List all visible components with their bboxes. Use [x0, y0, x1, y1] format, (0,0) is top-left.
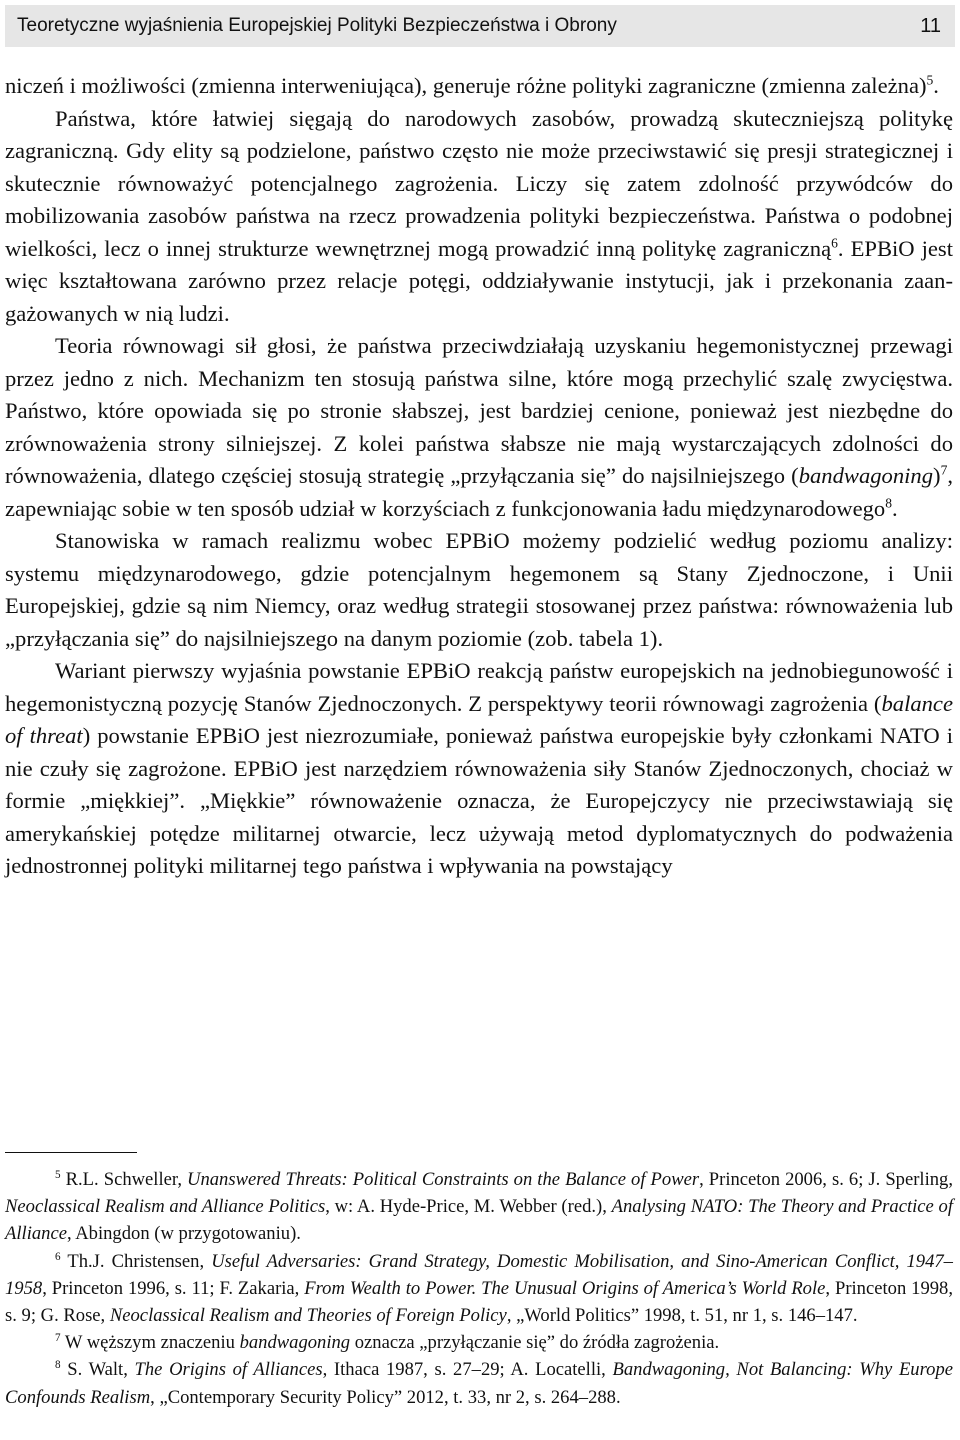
italic-term: balance of threat: [5, 690, 953, 748]
text-run: S. Walt,: [60, 1359, 135, 1381]
text-run: .: [933, 73, 939, 98]
paragraph-1: [5, 70, 953, 103]
paragraph-5: [5, 655, 953, 883]
paragraph-4: Stanowiska w ramach realizmu wobec EPBiO możemy podzielić według poziomu analizy: systemu międzynarodowego, gdzie potencjalnym hegemonem są Stany Zjednoczone, i Unii Europejskiej, gdzie są nim Niemcy, oraz według strategii stosowanej przez państwa: równoważenia lub „przyłączania się” do najsilniejszego na danym poziomie (zob. tabela 1).: [5, 528, 953, 651]
italic-term: bandwagoning: [798, 463, 934, 488]
text-run: Th.J. Christensen,: [60, 1250, 212, 1272]
footnote-separator: [5, 1152, 137, 1153]
text-run: , zapewniając sobie w ten sposób udział w korzyściach z funkcjonowania ładu międzynarodowego: [5, 463, 953, 521]
text-run: R.L. Schweller,: [60, 1169, 188, 1190]
running-header-title: Teoretyczne wyjaśnienia Europejskiej Polityki Bezpieczeństwa i Obrony: [17, 15, 617, 36]
italic-title: Analysing NATO: The Theory and Practice of Alliance: [5, 1196, 953, 1245]
footnote-ref-7[interactable]: 7: [940, 462, 948, 478]
italic-title: From Wealth to Power. The Unusual Origins of America’s World Role: [304, 1277, 826, 1299]
footnotes: [5, 1166, 953, 1411]
text-run: Państwa, które łatwiej sięgają do narodowych zasobów, prowadzą skuteczniejszą politykę zagraniczną. Gdy elity są podzielone, państwo często nie może przeciwstawić się presji strategicznej i skutecznie równoważyć potencjalnego zagrożenia. Liczy się zatem zdolność przywódców do mobilizowania zasobów państwa na rzecz prowadzenia polityki bezpieczeństwa. Państwa o podobnej wielkości, lecz o innej strukturze wewnętrznej mogą prowadzić inną politykę zagraniczną: [5, 105, 953, 261]
paragraph-3: [5, 330, 953, 525]
italic-title: Neoclassical Realism and Alliance Politics: [5, 1196, 326, 1218]
footnote-6: [5, 1248, 953, 1330]
footnote-8: [5, 1356, 953, 1410]
italic-term: bandwagoning: [239, 1332, 351, 1354]
paragraph-2: [5, 103, 953, 331]
text-run: , Princeton 1996, s. 11; F. Zakaria,: [42, 1277, 305, 1299]
text-run: W węższym znaczeniu: [60, 1332, 240, 1354]
footnote-ref-6[interactable]: 6: [831, 234, 838, 250]
text-run: , w: A. Hyde-Price, M. Webber (red.),: [325, 1196, 612, 1218]
text-run: , „World Politics” 1998, t. 51, nr 1, s. 146–147.: [506, 1305, 858, 1327]
footnote-number: 7: [55, 1332, 61, 1345]
text-run: .: [892, 495, 898, 521]
footnote-ref-5[interactable]: 5: [926, 72, 934, 88]
text-run: , Ithaca 1987, s. 27–29; A. Locatelli,: [322, 1359, 613, 1381]
running-header: [5, 5, 955, 47]
text-run: , Abingdon (w przygotowaniu).: [66, 1223, 301, 1245]
text-run: . EPBiO jest więc kształtowana zarówno przez relacje potęgi, oddziaływanie instytucji, jak i przekonania zaangażowanych w nią ludzi.: [5, 235, 953, 326]
italic-title: The Origins of Alliances: [134, 1359, 323, 1381]
footnote-ref-8[interactable]: 8: [885, 494, 893, 510]
text-run: Teoria równowagi sił głosi, że państwa przeciwdziałają uzyskaniu hegemonistycznej przewagi przez jedno z nich. Mechanizm ten stosują państwa silne, które mogą przechylić szalę zwycięstwa. Państwo, które opowiada się po stronie słabszej, jest bardziej cenione, ponieważ jest niezbędne do zrównoważenia strony silniejszej. Z kolei państwa słabsze nie mają wystarczających zdolności do równoważenia, dlatego częściej stosują strategię „przyłączania się” do najsilniejszego (: [5, 333, 953, 488]
text-run: Wariant pierwszy wyjaśnia powstanie EPBiO reakcją państw europejskich na jednobiegunowość i hegemonistyczną pozycję Stanów Zjednoczonych. Z perspektywy teorii równowagi zagrożenia (: [5, 658, 953, 716]
text-run: oznacza „przyłączanie się” do źródła zagrożenia.: [350, 1332, 720, 1354]
italic-title: Unanswered Threats: Political Constraints on the Balance of Power: [187, 1169, 700, 1190]
page-number: 11: [920, 14, 941, 37]
text-run: , „Contemporary Security Policy” 2012, t. 33, nr 2, s. 264–288.: [150, 1386, 621, 1408]
text-run: niczeń i możliwości (zmienna interweniująca), generuje różne polityki zagraniczne (zmienna zależna): [5, 73, 927, 98]
italic-title: Bandwagoning, Not Balancing: Why Europe Confounds Realism: [5, 1359, 953, 1408]
italic-title: Neoclassical Realism and Theories of Foreign Policy: [109, 1305, 507, 1327]
text-run: , Princeton 2006, s. 6; J. Sperling,: [699, 1169, 953, 1190]
footnote-7: [5, 1329, 953, 1356]
text-run: ): [933, 463, 941, 488]
footnote-5: [5, 1166, 953, 1248]
footnote-number: 6: [55, 1250, 61, 1263]
text-run: ) powstanie EPBiO jest niezrozumiałe, ponieważ państwa europejskie były członkami NATO i nie czuły się zagrożone. EPBiO jest narzędziem równoważenia siły Stanów Zjednoczonych, chociaż w formie „miękkiej”. „Miękkie” równoważenie oznacza, że Europejczycy nie przeciwstawiają się amerykańskiej potędze militarnej otwarcie, lecz używają metod dyplomatycznych do podważenia jednostronnej polityki militarnej tego państwa i wpływania na powstający: [5, 723, 954, 878]
text-run: , Princeton 1998, s. 9; G. Rose,: [5, 1277, 953, 1327]
italic-title: Useful Adversaries: Grand Strategy, Domestic Mobilisation, and Sino-American Conflict, 1947–1958: [5, 1250, 953, 1299]
footnote-number: 5: [55, 1168, 61, 1181]
footnote-number: 8: [55, 1359, 61, 1372]
main-text: [5, 70, 953, 883]
